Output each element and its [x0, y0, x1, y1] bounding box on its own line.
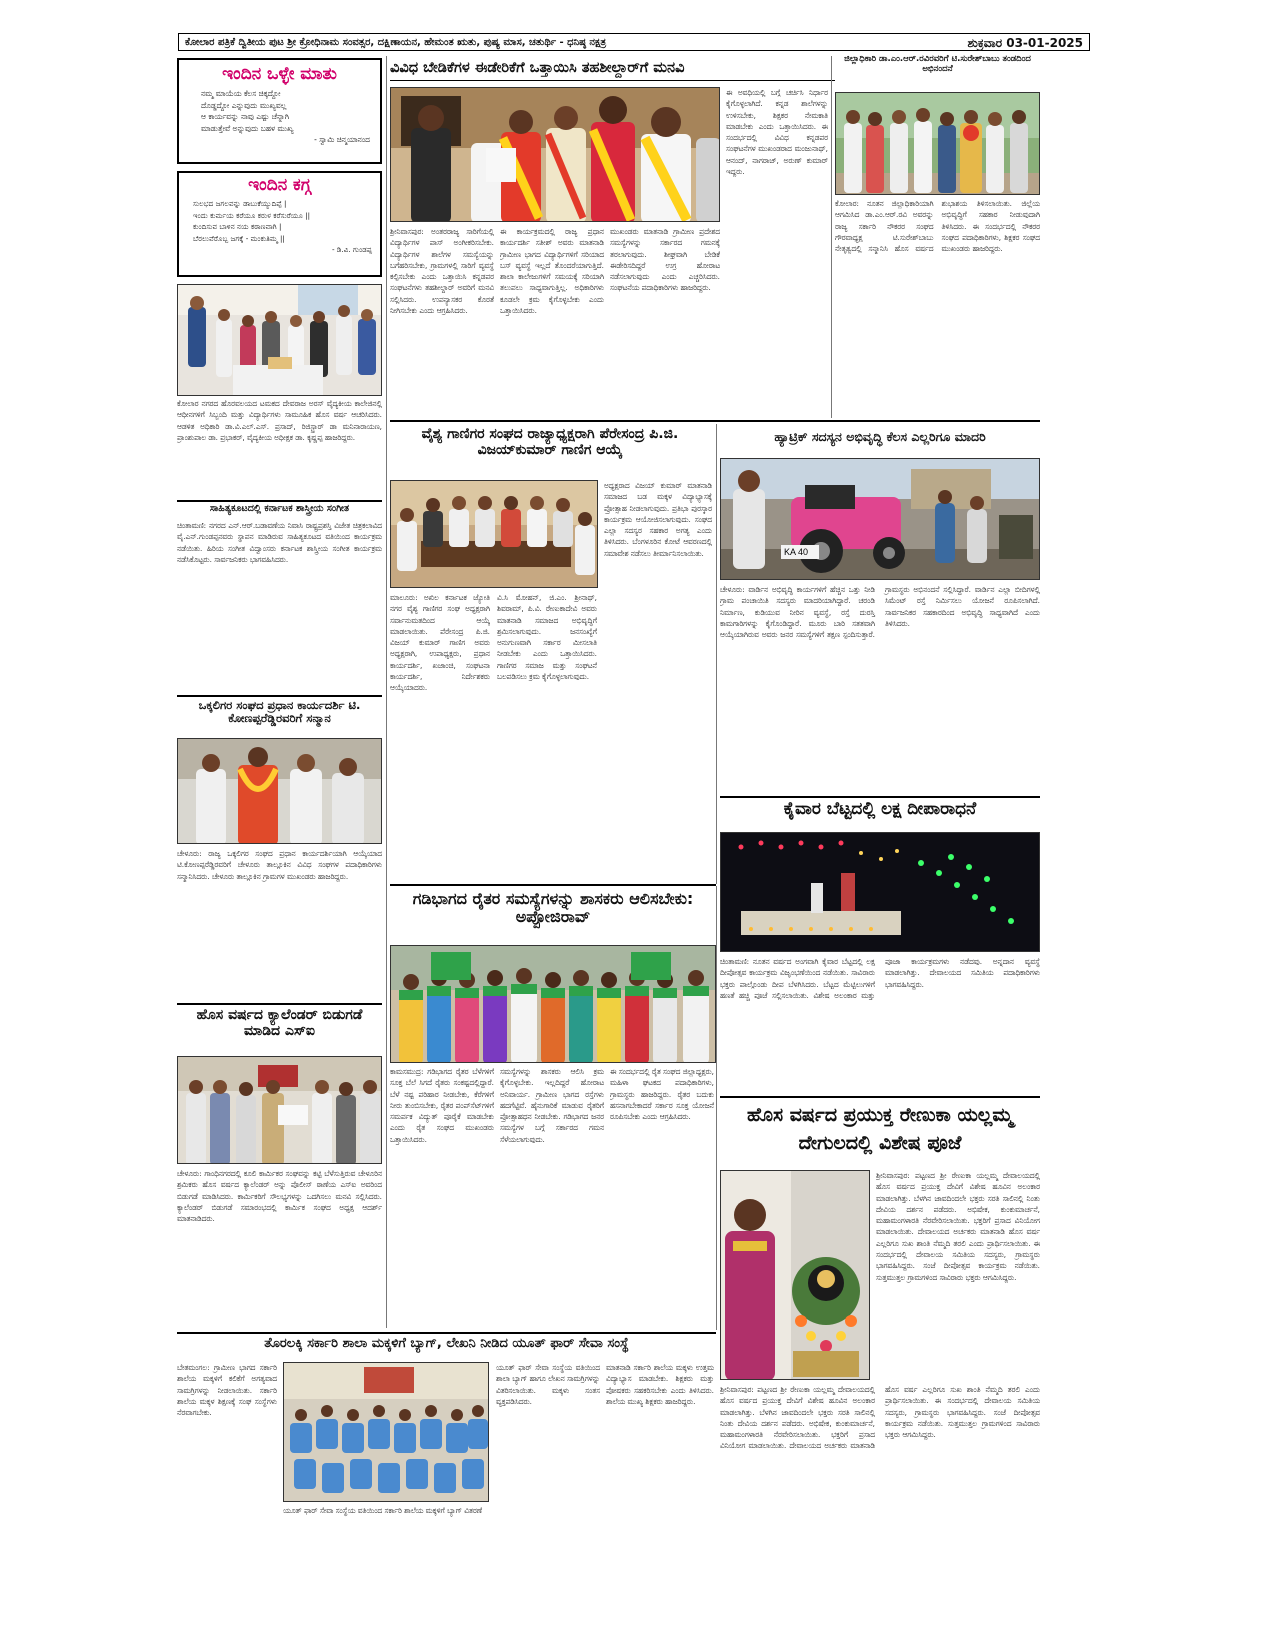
- divider: [390, 80, 835, 81]
- good-word-line: ಮಾಡುತ್ತೇವೆ ಅನ್ನುವುದು ಬಹಳ ಮುಖ್ಯ: [201, 123, 294, 133]
- farmers-photo: [390, 945, 716, 1063]
- good-word-line: ಆ ಕಾರ್ಯವನ್ನು ನಾವು ಎಷ್ಟು ಚೆನ್ನಾಗಿ: [201, 112, 289, 121]
- header-dateline: ಕೋಲಾರ ಪತ್ರಿಕೆ ದ್ವಿತೀಯ ಪುಟ ಶ್ರೀ ಕ್ರೋಧಿನಾಮ ಸಂವತ್ಸರ, ದಕ್ಷಿಣಾಯನ, ಹೇಮಂತ ಋತು, ಪುಷ್ಯ ಮಾಸ, ಚತುರ್ಥಿ - ಧನಿಷ್ಠ ನಕ್ಷತ್ರ: [185, 37, 607, 48]
- farmers-body-col3: ಈ ಸಂದರ್ಭದಲ್ಲಿ ರೈತ ಸಂಘದ ಜಿಲ್ಲಾಧ್ಯಕ್ಷರು, ಮಹಿಳಾ ಘಟಕದ ಪದಾಧಿಕಾರಿಗಳು, ಗ್ರಾಮಸ್ಥರು ಹಾಜರಿದ್ದರು. ರೈತರ ಬದುಕು ಹಸನಾಗಬೇಕಾದರೆ ಸರ್ಕಾರ ಸೂಕ್ತ ಯೋಜನೆ ರೂಪಿಸಬೇಕು ಎಂದು ಆಗ್ರಹಿಸಿದರು.: [610, 1067, 714, 1122]
- vokkaliga-headline: ಒಕ್ಕಲಿಗರ ಸಂಘದ ಪ್ರಧಾನ ಕಾರ್ಯದರ್ಶಿ ಟಿ. ಕೋಣಪ್ಪರೆಡ್ಡಿರವರಿಗೆ ಸನ್ಮಾನ: [198, 698, 361, 726]
- petition-body-col3: ಮುಖಂಡರು ಮಾತನಾಡಿ ಗ್ರಾಮೀಣ ಪ್ರದೇಶದ ಸಮಸ್ಯೆಗಳನ್ನು ಸರ್ಕಾರದ ಗಮನಕ್ಕೆ ತರಲಾಗುವುದು. ಶೀಘ್ರವಾಗಿ ಬೇಡಿಕೆ ಈಡೇರಿಸದಿದ್ದರೆ ಉಗ್ರ ಹೋರಾಟ ನಡೆಸಲಾಗುವುದು ಎಂದು ಎಚ್ಚರಿಸಿದರು. ಸಂಘಟನೆಯ ಪದಾಧಿಕಾರಿಗಳು ಹಾಜರಿದ್ದರು.: [610, 227, 720, 293]
- tractor-plate: KA 40: [784, 547, 809, 557]
- header-date: ಶುಕ್ರವಾರ 03-01-2025: [967, 36, 1083, 50]
- hattrick-headline: ಹ್ಯಾಟ್ರಿಕ್ ಸದಸ್ಯನ ಅಭಿವೃದ್ಧಿ ಕೆಲಸ ಎಲ್ಲರಿಗೂ ಮಾದರಿ: [774, 429, 986, 444]
- kagga-box: [177, 171, 382, 277]
- divider: [720, 796, 1040, 798]
- petition-body-col4: ಈ ಅವಧಿಯಲ್ಲಿ ಬಗ್ಗೆ ಚರ್ಚಿಸಿ ನಿರ್ಧಾರ ಕೈಗೊಳ್ಳಲಾಗಿದೆ. ಕನ್ನಡ ಶಾಲೆಗಳನ್ನು ಉಳಿಸಬೇಕು, ಶಿಕ್ಷಕರ ನೇಮಕಾತಿ ಮಾಡಬೇಕು ಎಂದು ಒತ್ತಾಯಿಸಿದರು. ಈ ಸಂದರ್ಭದಲ್ಲಿ ವಿವಿಧ ಕನ್ನಡಪರ ಸಂಘಟನೆಗಳ ಮುಖಂಡರಾದ ಮಂಜುನಾಥ್, ಆನಂದ್, ನಾಗರಾಜ್, ಅರುಣ್ ಕುಮಾರ್ ಇದ್ದರು.: [726, 88, 828, 177]
- kagga-line: ಸುಲಭದ ಜಗಲವನ್ನು ಡಾಬುಕೆಯ್ಯುದಿಪ್ಪೆ |: [193, 199, 287, 208]
- good-word-title: ಇಂದಿನ ಒಳ್ಳೇ ಮಾತು: [222, 64, 337, 84]
- school-bag-caption: ಯೂತ್ ಫಾರ್ ಸೇವಾ ಸಂಸ್ಥೆಯ ವತಿಯಿಂದ ಸರ್ಕಾರಿ ಶಾಲೆಯ ಮಕ್ಕಳಿಗೆ ಬ್ಯಾಗ್ ವಿತರಣೆ: [283, 1506, 483, 1515]
- divider: [390, 420, 1040, 422]
- dc-body: ಕೋಲಾರ: ನೂತನ ಜಿಲ್ಲಾಧಿಕಾರಿಯಾಗಿ ಆಗಮಿಸಿದ ಡಾ.ಎಂ.ಆರ್.ರವಿ ಅವರನ್ನು ರಾಜ್ಯ ಸರ್ಕಾರಿ ನೌಕರರ ಸಂಘದ ಗೌರವಾಧ್ಯಕ್ಷ ಟಿ.ಸುರೇಶ್‌ಬಾಬು ನೇತೃತ್ವದಲ್ಲಿ ಸನ್ಮಾನಿಸಿ ಹೊಸ ವರ್ಷದ ಶುಭಾಶಯ ತಿಳಿಸಲಾಯಿತು. ಜಿಲ್ಲೆಯ ಅಭಿವೃದ್ಧಿಗೆ ಸಹಕಾರ ನೀಡುವುದಾಗಿ ತಿಳಿಸಿದರು. ಈ ಸಂದರ್ಭದಲ್ಲಿ ನೌಕರರ ಸಂಘದ ಪದಾಧಿಕಾರಿಗಳು, ಶಿಕ್ಷಕರ ಸಂಘದ ಮುಖಂಡರು ಹಾಜರಿದ್ದರು.: [835, 199, 1040, 254]
- calendar-headline: ಹೊಸ ವರ್ಷದ ಕ್ಯಾಲೆಂಡರ್ ಬಿಡುಗಡೆ ಮಾಡಿದ ಎಸ್‌ಐ: [196, 1007, 363, 1040]
- good-word-author: - ಸ್ವಾಮಿ ಚಿನ್ಮಯಾನಂದ: [314, 135, 370, 144]
- ganiga-headline: ವೈಶ್ಯ ಗಾಣಿಗರ ಸಂಘದ ರಾಜ್ಯಾಧ್ಯಕ್ಷರಾಗಿ ಪೆರೇಸಂದ್ರ ಪಿ.ಜಿ. ವಿಜಯ್‌ಕುಮಾರ್ ಗಾಣಿಗ ಆಯ್ಕೆ: [421, 426, 679, 459]
- petition-photo: [390, 87, 720, 222]
- college-event-caption: ಕೋಲಾರ ನಗರದ ಹೊರವಲಯದ ಟಮಕದ ದೇವರಾಜ ಅರಸ್ ವೈದ್ಯಕೀಯ ಕಾಲೇಜಿನಲ್ಲಿ ಆಧೀನಗಳಿಗೆ ಸಿಬ್ಬಂದಿ ಮತ್ತು ವಿದ್ಯಾರ್ಥಿಗಳು ಸಾಮೂಹಿಕ ಹೊಸ ವರ್ಷ ಆಚರಿಸಿದರು. ಆಡಳಿತ ಅಧಿಕಾರಿ ಡಾ.ವಿ.ಎಲ್.ಎಸ್. ಪ್ರಸಾದ್, ರಿಜಿಸ್ಟ್ರಾರ್ ಡಾ ಮನಿನಾರಾಯಣ, ಪ್ರಾಂಶುಪಾಲ ಡಾ. ಪ್ರಭಾಕರ್, ವೈದ್ಯಕೀಯ ಅಧೀಕ್ಷಕ ಡಾ. ಕೃಷ್ಣಪ್ಪ ಹಾಜರಿದ್ದರು.: [177, 399, 382, 442]
- deepotsava-headline: ಕೈವಾರ ಬೆಟ್ಟದಲ್ಲಿ ಲಕ್ಷ ದೀಪಾರಾಧನೆ: [783, 799, 977, 819]
- vokkaliga-photo: [177, 738, 382, 844]
- temple-photo: [720, 1170, 870, 1380]
- kagga-author: - ಡಿ.ವಿ. ಗುಂಡಪ್ಪ: [332, 245, 372, 254]
- school-bag-body-col1: ಬೇತಮಂಗಲ: ಗ್ರಾಮೀಣ ಭಾಗದ ಸರ್ಕಾರಿ ಶಾಲೆಯ ಮಕ್ಕಳಿಗೆ ಕಲಿಕೆಗೆ ಅಗತ್ಯವಾದ ಸಾಮಗ್ರಿಗಳನ್ನು ನೀಡಲಾಯಿತು. ಸರ್ಕಾರಿ ಶಾಲೆಯ ಮಕ್ಕಳ ಶಿಕ್ಷಣಕ್ಕೆ ಸಂಘ ಸಂಸ್ಥೆಗಳು ನೆರವಾಗಬೇಕು.: [177, 1363, 277, 1418]
- kagga-text: [179, 195, 380, 256]
- calendar-caption: ಚೇಳೂರು: ಗಾಂಧಿನಗರದಲ್ಲಿ ಕೂಲಿ ಕಾರ್ಮಿಕರ ಸಂಘವನ್ನು ಕಟ್ಟಿ ಬೆಳೆಸುತ್ತಿರುವ ಚೇಳೂರಿನ ಶ್ರಮಿಕರು ಹೊಸ ವರ್ಷದ ಕ್ಯಾಲೆಂಡರ್ ಅನ್ನು ಪೊಲೀಸ್ ಠಾಣೆಯ ಎಸ್‌ಐ ಅವರಿಂದ ಬಿಡುಗಡೆ ಮಾಡಿಸಿದರು. ಕಾರ್ಮಿಕರಿಗೆ ಸೌಲಭ್ಯಗಳನ್ನು ಒದಗಿಸಲು ಮನವಿ ಸಲ್ಲಿಸಿದರು. ಕ್ಯಾಲೆಂಡರ್ ಬಿಡುಗಡೆ ಸಮಾರಂಭದಲ್ಲಿ ಕಾರ್ಮಿಕ ಸಂಘದ ಅಧ್ಯಕ್ಷ ಆದರ್ಶ್ ಮಾತನಾಡಿದರು.: [177, 1169, 382, 1224]
- divider: [177, 1003, 382, 1005]
- temple-body-col2: ಶ್ರೀನಿವಾಸಪುರ: ಪಟ್ಟಣದ ಶ್ರೀ ರೇಣುಕಾ ಯಲ್ಲಮ್ಮ ದೇವಾಲಯದಲ್ಲಿ ಹೊಸ ವರ್ಷದ ಪ್ರಯುಕ್ತ ದೇವಿಗೆ ವಿಶೇಷ ಹೂವಿನ ಅಲಂಕಾರ ಮಾಡಲಾಗಿತ್ತು. ಬೆಳಗಿನ ಜಾವದಿಂದಲೇ ಭಕ್ತರು ಸರತಿ ಸಾಲಿನಲ್ಲಿ ನಿಂತು ದೇವಿಯ ದರ್ಶನ ಪಡೆದರು. ಅಭಿಷೇಕ, ಕುಂಕುಮಾರ್ಚನೆ, ಮಹಾಮಂಗಳಾರತಿ ನೆರವೇರಿಸಲಾಯಿತು. ಭಕ್ತರಿಗೆ ಪ್ರಸಾದ ವಿನಿಯೋಗ ಮಾಡಲಾಯಿತು. ದೇವಾಲಯದ ಅರ್ಚಕರು ಮಾತನಾಡಿ ಹೊಸ ವರ್ಷ ಎಲ್ಲರಿಗೂ ಸುಖ ಶಾಂತಿ ನೆಮ್ಮದಿ ತರಲಿ ಎಂದು ಪ್ರಾರ್ಥಿಸಲಾಯಿತು. ಈ ಸಂದರ್ಭದಲ್ಲಿ ದೇವಾಲಯ ಸಮಿತಿಯ ಸದಸ್ಯರು, ಗ್ರಾಮಸ್ಥರು ಭಾಗವಹಿಸಿದ್ದರು. ಸಂಜೆ ದೀಪೋತ್ಸವ ಕಾರ್ಯಕ್ರಮ ನಡೆಯಿತು. ಸುತ್ತಮುತ್ತಲ ಗ್ರಾಮಗಳಿಂದ ಸಾವಿರಾರು ಭಕ್ತರು ಆಗಮಿಸಿದ್ದರು.: [720, 1385, 1040, 1451]
- temple-body-col1: ಶ್ರೀನಿವಾಸಪುರ: ಪಟ್ಟಣದ ಶ್ರೀ ರೇಣುಕಾ ಯಲ್ಲಮ್ಮ ದೇವಾಲಯದಲ್ಲಿ ಹೊಸ ವರ್ಷದ ಪ್ರಯುಕ್ತ ದೇವಿಗೆ ವಿಶೇಷ ಹೂವಿನ ಅಲಂಕಾರ ಮಾಡಲಾಗಿತ್ತು. ಬೆಳಗಿನ ಜಾವದಿಂದಲೇ ಭಕ್ತರು ಸರತಿ ಸಾಲಿನಲ್ಲಿ ನಿಂತು ದೇವಿಯ ದರ್ಶನ ಪಡೆದರು. ಅಭಿಷೇಕ, ಕುಂಕುಮಾರ್ಚನೆ, ಮಹಾಮಂಗಳಾರತಿ ನೆರವೇರಿಸಲಾಯಿತು. ಭಕ್ತರಿಗೆ ಪ್ರಸಾದ ವಿನಿಯೋಗ ಮಾಡಲಾಯಿತು. ದೇವಾಲಯದ ಅರ್ಚಕರು ಮಾತನಾಡಿ ಹೊಸ ವರ್ಷ ಎಲ್ಲರಿಗೂ ಸುಖ ಶಾಂತಿ ನೆಮ್ಮದಿ ತರಲಿ ಎಂದು ಪ್ರಾರ್ಥಿಸಲಾಯಿತು. ಈ ಸಂದರ್ಭದಲ್ಲಿ ದೇವಾಲಯ ಸಮಿತಿಯ ಸದಸ್ಯರು, ಗ್ರಾಮಸ್ಥರು ಭಾಗವಹಿಸಿದ್ದರು. ಸಂಜೆ ದೀಪೋತ್ಸವ ಕಾರ್ಯಕ್ರಮ ನಡೆಯಿತು. ಸುತ್ತಮುತ್ತಲ ಗ್ರಾಮಗಳಿಂದ ಸಾವಿರಾರು ಭಕ್ತರು ಆಗಮಿಸಿದ್ದರು.: [876, 1171, 1040, 1282]
- farmers-body-col1: ಕಾಮಸಮುದ್ರ: ಗಡಿಭಾಗದ ರೈತರ ಬೆಳೆಗಳಿಗೆ ಸೂಕ್ತ ಬೆಲೆ ಸಿಗದೆ ರೈತರು ಸಂಕಷ್ಟದಲ್ಲಿದ್ದಾರೆ. ಬೆಳೆ ನಷ್ಟ ಪರಿಹಾರ ನೀಡಬೇಕು, ಕೆರೆಗಳಿಗೆ ನೀರು ತುಂಬಿಸಬೇಕು, ರೈತರ ಪಂಪ್‌ಸೆಟ್‌ಗಳಿಗೆ ಸಮರ್ಪಕ ವಿದ್ಯುತ್ ಪೂರೈಕೆ ಮಾಡಬೇಕು ಎಂದು ರೈತ ಸಂಘದ ಮುಖಂಡರು ಒತ್ತಾಯಿಸಿದರು.: [390, 1067, 494, 1144]
- music-headline: ಸಾಹಿತ್ಯಕೂಟದಲ್ಲಿ ಕರ್ನಾಟಕ ಶಾಸ್ತ್ರೀಯ ಸಂಗೀತ: [209, 503, 350, 514]
- school-bag-photo: [283, 1362, 489, 1502]
- ganiga-body-col2: ವಿ.ಸಿ ಮೋಹನ್, ಜಿ.ಎಂ. ಶ್ರೀನಾಥ್, ಶಿವರಾಮ್, ಪಿ.ವಿ. ರೇಣುಕಾದೇವಿ ಅವರು ಮಾತನಾಡಿ ಸಮಾಜದ ಅಭಿವೃದ್ಧಿಗೆ ಶ್ರಮಿಸಲಾಗುವುದು. ಜನಸಂಖ್ಯೆಗೆ ಅನುಗುಣವಾಗಿ ಸರ್ಕಾರ ಮೀಸಲಾತಿ ನೀಡಬೇಕು ಎಂದು ಒತ್ತಾಯಿಸಿದರು. ಗಾಣಿಗರ ಸಮಾಜ ಮತ್ತು ಸಂಘಟನೆ ಬಲಪಡಿಸಲು ಕ್ರಮ ಕೈಗೊಳ್ಳಲಾಗುವುದು.: [497, 593, 597, 682]
- music-body: ಚಿಂತಾಮಣಿ: ನಗರದ ಎನ್.ಆರ್.ಬಡಾವಣೆಯ ನಿವಾಸಿ ರಾಷ್ಟ್ರಪ್ರಶಸ್ತಿ ವಿಜೇತ ಚಿತ್ರಕಲಾವಿದ ವೈ.ಎನ್.ಗುಂಡಪ್ಪನವರು ಸ್ಥಾಪನ ಮಾಡಿರುವ ಸಾಹಿತ್ಯಕೂಟದ ವತಿಯಿಂದ ಕಾರ್ಯಕ್ರಮ ನಡೆಯಿತು. ಹಿರಿಯ ಸಂಗೀತ ವಿದ್ವಾಂಸರು ಕರ್ನಾಟಕ ಶಾಸ್ತ್ರೀಯ ಸಂಗೀತ ಕಾರ್ಯಕ್ರಮ ನಡೆಸಿಕೊಟ್ಟರು. ಸಾರ್ವಜನಿಕರು ಭಾಗವಹಿಸಿದರು.: [177, 521, 382, 564]
- divider: [720, 1096, 1040, 1098]
- petition-headline: ವಿವಿಧ ಬೇಡಿಕೆಗಳ ಈಡೇರಿಕೆಗೆ ಒತ್ತಾಯಿಸಿ ತಹಶೀಲ್ದಾರ್‌ಗೆ ಮನವಿ: [390, 60, 685, 76]
- column-separator: [386, 56, 387, 1328]
- dc-photo: [835, 92, 1040, 195]
- dc-headline: ಜಿಲ್ಲಾಧಿಕಾರಿ ಡಾ.ಎಂ.ಆರ್.ರವಿರವರಿಗೆ ಟಿ.ಸುರೇಶ್‌ಬಾಬು ತಂಡದಿಂದ ಅಭಿನಂದನೆ: [844, 54, 1031, 74]
- vokkaliga-caption: ಚೇಳೂರು: ರಾಜ್ಯ ಒಕ್ಕಲಿಗರ ಸಂಘದ ಪ್ರಧಾನ ಕಾರ್ಯದರ್ಶಿಯಾಗಿ ಆಯ್ಕೆಯಾದ ಟಿ.ಕೋಣಪ್ಪರೆಡ್ಡಿರವರಿಗೆ ಚೇಳೂರು ತಾಲ್ಲೂಕಿನ ವಿವಿಧ ಸಂಘಗಳ ಪದಾಧಿಕಾರಿಗಳು ಸನ್ಮಾನಿಸಿದರು. ಚೇಳೂರು ತಾಲ್ಲೂಕಿನ ಗ್ರಾಮಗಳ ಮುಖಂಡರು ಹಾಜರಿದ್ದರು.: [177, 849, 382, 881]
- school-bag-body-col2: ಯೂತ್ ಫಾರ್ ಸೇವಾ ಸಂಸ್ಥೆಯ ವತಿಯಿಂದ ಶಾಲಾ ಬ್ಯಾಗ್ ಹಾಗೂ ಲೇಖನ ಸಾಮಗ್ರಿಗಳನ್ನು ವಿತರಿಸಲಾಯಿತು. ಮಕ್ಕಳು ಸಂತಸ ವ್ಯಕ್ತಪಡಿಸಿದರು.: [496, 1363, 600, 1406]
- divider: [177, 500, 382, 502]
- kagga-title: ಇಂದಿನ ಕಗ್ಗ: [248, 175, 311, 195]
- ganiga-body-col1: ಮಾಲೂರು: ಅಖಿಲ ಕರ್ನಾಟಕ ಜ್ಯೋತಿ ನಗರ ವೈಶ್ಯ ಗಾಣಿಗರ ಸಂಘ ಅಧ್ಯಕ್ಷರಾಗಿ ಸರ್ವಾನುಮತದಿಂದ ಆಯ್ಕೆ ಮಾಡಲಾಯಿತು. ಪೆರೇಸಂದ್ರ ಪಿ.ಜಿ. ವಿಜಯ್ ಕುಮಾರ್ ಗಾಣಿಗ ಅವರು ಅಧ್ಯಕ್ಷರಾಗಿ, ಉಪಾಧ್ಯಕ್ಷರು, ಪ್ರಧಾನ ಕಾರ್ಯದರ್ಶಿ, ಖಜಾಂಚಿ, ಸಂಘಟನಾ ಕಾರ್ಯದರ್ಶಿ, ನಿರ್ದೇಶಕರು ಆಯ್ಕೆಯಾದರು.: [390, 593, 490, 693]
- farmers-body-col2: ಸಮಸ್ಯೆಗಳನ್ನು ಶಾಸಕರು ಆಲಿಸಿ ಕ್ರಮ ಕೈಗೊಳ್ಳಬೇಕು. ಇಲ್ಲದಿದ್ದರೆ ಹೋರಾಟ ಅನಿವಾರ್ಯ. ಗ್ರಾಮೀಣ ಭಾಗದ ರಸ್ತೆಗಳು ಹದಗೆಟ್ಟಿವೆ. ಹೈನುಗಾರಿಕೆ ಮಾಡುವ ರೈತರಿಗೆ ಪ್ರೋತ್ಸಾಹಧನ ನೀಡಬೇಕು. ಗಡಿಭಾಗದ ಜನರ ಸಮಸ್ಯೆಗಳ ಬಗ್ಗೆ ಸರ್ಕಾರದ ಗಮನ ಸೆಳೆಯಲಾಗುವುದು.: [500, 1067, 604, 1144]
- ganiga-photo: [390, 480, 598, 588]
- column-separator: [716, 424, 717, 884]
- good-word-line: ನಮ್ಮ ಮಾಯೆಯ ಕೆಲಸ ಚಿಕ್ಕದ್ದೋ: [201, 89, 281, 98]
- school-bag-body-col3: ಮಾತನಾಡಿ ಸರ್ಕಾರಿ ಶಾಲೆಯ ಮಕ್ಕಳು ಉತ್ತಮ ವಿದ್ಯಾಭ್ಯಾಸ ಮಾಡಬೇಕು. ಶಿಕ್ಷಕರು ಮತ್ತು ಪೋಷಕರು ಸಹಕರಿಸಬೇಕು ಎಂದು ತಿಳಿಸಿದರು. ಶಾಲೆಯ ಮುಖ್ಯ ಶಿಕ್ಷಕರು ಹಾಜರಿದ್ದರು.: [606, 1363, 714, 1406]
- calendar-photo: [177, 1056, 382, 1164]
- petition-body-col2: ಈ ಕಾರ್ಯಕ್ರಮದಲ್ಲಿ ರಾಜ್ಯ ಪ್ರಧಾನ ಕಾರ್ಯದರ್ಶಿ ಸತೀಶ್ ಅವರು ಮಾತನಾಡಿ ಗ್ರಾಮೀಣ ಭಾಗದ ವಿದ್ಯಾರ್ಥಿಗಳಿಗೆ ಸರಿಯಾದ ಬಸ್ ವ್ಯವಸ್ಥೆ ಇಲ್ಲದೆ ತೊಂದರೆಯಾಗುತ್ತಿದೆ. ಶಾಲಾ ಕಾಲೇಜುಗಳಿಗೆ ಸಮಯಕ್ಕೆ ಸರಿಯಾಗಿ ತಲುಪಲು ಸಾಧ್ಯವಾಗುತ್ತಿಲ್ಲ. ಅಧಿಕಾರಿಗಳು ಕೂಡಲೇ ಕ್ರಮ ಕೈಗೊಳ್ಳಬೇಕು ಎಂದು ಒತ್ತಾಯಿಸಿದರು.: [500, 227, 604, 316]
- good-word-text: [179, 84, 380, 146]
- farmers-headline: ಗಡಿಭಾಗದ ರೈತರ ಸಮಸ್ಯೆಗಳನ್ನು ಶಾಸಕರು ಆಲಿಸಬೇಕು: ಅಪ್ಪೋಜಿರಾವ್: [412, 889, 694, 927]
- hattrick-photo: [720, 458, 1040, 580]
- page-header: [178, 33, 1090, 51]
- kagga-line: ಇಂದು ಕುರ್ಮಯ ಕರೆಯೂ ಕರುಳ ಕರೆಸುರೆಯೂ ||: [193, 210, 311, 220]
- good-word-box: [177, 58, 382, 164]
- divider: [177, 695, 382, 697]
- petition-body-col1: ಶ್ರೀನಿವಾಸಪುರ: ಅಂತರರಾಜ್ಯ ಸಾರಿಗೆಯಲ್ಲಿ ವಿದ್ಯಾರ್ಥಿಗಳ ಪಾಸ್ ಅಂಗೀಕರಿಸಬೇಕು. ವಿದ್ಯಾರ್ಥಿಗಳ ಶಾಲೆಗಳ ಸಮಸ್ಯೆಯನ್ನು ಬಗೆಹರಿಸಬೇಕು, ಗ್ರಾಮಗಳಲ್ಲಿ ಸಾರಿಗೆ ವ್ಯವಸ್ಥೆ ಕಲ್ಪಿಸಬೇಕು ಎಂದು ಒತ್ತಾಯಿಸಿ ಕನ್ನಡಪರ ಸಂಘಟನೆಗಳು ತಹಶೀಲ್ದಾರ್ ಅವರಿಗೆ ಮನವಿ ಸಲ್ಲಿಸಿದರು. ಉಪನ್ಯಾಸಕರ ಕೊರತೆ ನೀಗಿಸಬೇಕು ಎಂದು ಆಗ್ರಹಿಸಿದರು.: [390, 227, 494, 316]
- good-word-line: ದೊಡ್ಡದ್ದೋ ಎನ್ನುವುದು ಮುಖ್ಯವಲ್ಲ: [201, 100, 287, 110]
- college-event-photo: [177, 284, 382, 396]
- divider: [177, 1332, 716, 1334]
- column-separator: [831, 56, 832, 418]
- school-bag-headline: ತೊರಲಕ್ಕಿ ಸರ್ಕಾರಿ ಶಾಲಾ ಮಕ್ಕಳಿಗೆ ಬ್ಯಾಗ್, ಲೇಖನಿ ನೀಡಿದ ಯೂತ್ ಫಾರ್ ಸೇವಾ ಸಂಸ್ಥೆ: [264, 1336, 629, 1351]
- kagga-line: ಕುಂದಿಸುವ ಬಾಳಿನ ನಯ ಕಠಾಣವಾಗಿ |: [193, 222, 282, 231]
- ganiga-body-col3: ಅಧ್ಯಕ್ಷರಾದ ವಿಜಯ್ ಕುಮಾರ್ ಮಾತನಾಡಿ ಸಮಾಜದ ಬಡ ಮಕ್ಕಳ ವಿದ್ಯಾಭ್ಯಾಸಕ್ಕೆ ಪ್ರೋತ್ಸಾಹ ನೀಡಲಾಗುವುದು. ಪ್ರತಿಭಾ ಪುರಸ್ಕಾರ ಕಾರ್ಯಕ್ರಮ ಆಯೋಜಿಸಲಾಗುವುದು. ಸಂಘದ ಎಲ್ಲಾ ಸದಸ್ಯರ ಸಹಕಾರ ಅಗತ್ಯ ಎಂದು ತಿಳಿಸಿದರು. ಬೆಂಗಳೂರಿನ ಕೋಟೆ ಆವರಣದಲ್ಲಿ ಸಮಾವೇಶ ನಡೆಸಲು ತೀರ್ಮಾನಿಸಲಾಯಿತು.: [604, 481, 712, 558]
- column-separator: [716, 886, 717, 1330]
- divider: [390, 884, 716, 886]
- hattrick-body: ಚೇಳೂರು: ವಾರ್ಡಿನ ಅಭಿವೃದ್ಧಿ ಕಾರ್ಯಗಳಿಗೆ ಹೆಚ್ಚಿನ ಒತ್ತು ನೀಡಿ ಗ್ರಾಮ ಪಂಚಾಯಿತಿ ಸದಸ್ಯರು ಮಾದರಿಯಾಗಿದ್ದಾರೆ. ಚರಂಡಿ ನಿರ್ಮಾಣ, ಕುಡಿಯುವ ನೀರಿನ ವ್ಯವಸ್ಥೆ, ರಸ್ತೆ ದುರಸ್ತಿ ಕಾಮಗಾರಿಗಳನ್ನು ಕೈಗೊಂಡಿದ್ದಾರೆ. ಮೂರು ಬಾರಿ ಸತತವಾಗಿ ಆಯ್ಕೆಯಾಗಿರುವ ಅವರು ಜನರ ಸಮಸ್ಯೆಗಳಿಗೆ ತಕ್ಷಣ ಸ್ಪಂದಿಸುತ್ತಾರೆ. ಗ್ರಾಮಸ್ಥರು ಅಭಿನಂದನೆ ಸಲ್ಲಿಸಿದ್ದಾರೆ. ವಾರ್ಡಿನ ಎಲ್ಲಾ ಬೀದಿಗಳಲ್ಲಿ ಸಿಮೆಂಟ್ ರಸ್ತೆ ನಿರ್ಮಿಸಲು ಯೋಜನೆ ರೂಪಿಸಲಾಗಿದೆ. ಸಾರ್ವಜನಿಕರ ಸಹಕಾರದಿಂದ ಅಭಿವೃದ್ಧಿ ಸಾಧ್ಯವಾಗಿದೆ ಎಂದು ತಿಳಿಸಿದರು.: [720, 585, 1040, 640]
- deepotsava-photo: [720, 832, 1040, 952]
- deepotsava-body: ಚಿಂತಾಮಣಿ: ನೂತನ ವರ್ಷದ ಅಂಗವಾಗಿ ಕೈವಾರ ಬೆಟ್ಟದಲ್ಲಿ ಲಕ್ಷ ದೀಪೋತ್ಸವ ಕಾರ್ಯಕ್ರಮ ವಿಜೃಂಭಣೆಯಿಂದ ನಡೆಯಿತು. ಸಾವಿರಾರು ಭಕ್ತರು ಪಾಲ್ಗೊಂಡು ದೀಪ ಬೆಳಗಿಸಿದರು. ಬೆಟ್ಟದ ಮೆಟ್ಟಿಲುಗಳಿಗೆ ಹಣತೆ ಹಚ್ಚಿ ಪೂಜೆ ಸಲ್ಲಿಸಲಾಯಿತು. ವಿಶೇಷ ಅಲಂಕಾರ ಮತ್ತು ಪೂಜಾ ಕಾರ್ಯಕ್ರಮಗಳು ನಡೆದವು. ಅನ್ನದಾನ ವ್ಯವಸ್ಥೆ ಮಾಡಲಾಗಿತ್ತು. ದೇವಾಲಯದ ಸಮಿತಿಯ ಪದಾಧಿಕಾರಿಗಳು ಭಾಗವಹಿಸಿದ್ದರು.: [720, 957, 1040, 1000]
- kagga-line: ಬೆರಲುವೆರೊಬ್ಬ ಜಗಕ್ಕೆ - ಮಂಕುತಿಮ್ಮ ||: [193, 233, 285, 243]
- temple-headline: ಹೊಸ ವರ್ಷದ ಪ್ರಯುಕ್ತ ರೇಣುಕಾ ಯಲ್ಲಮ್ಮ ದೇಗುಲದಲ್ಲಿ ವಿಶೇಷ ಪೂಜೆ: [746, 1104, 1014, 1154]
